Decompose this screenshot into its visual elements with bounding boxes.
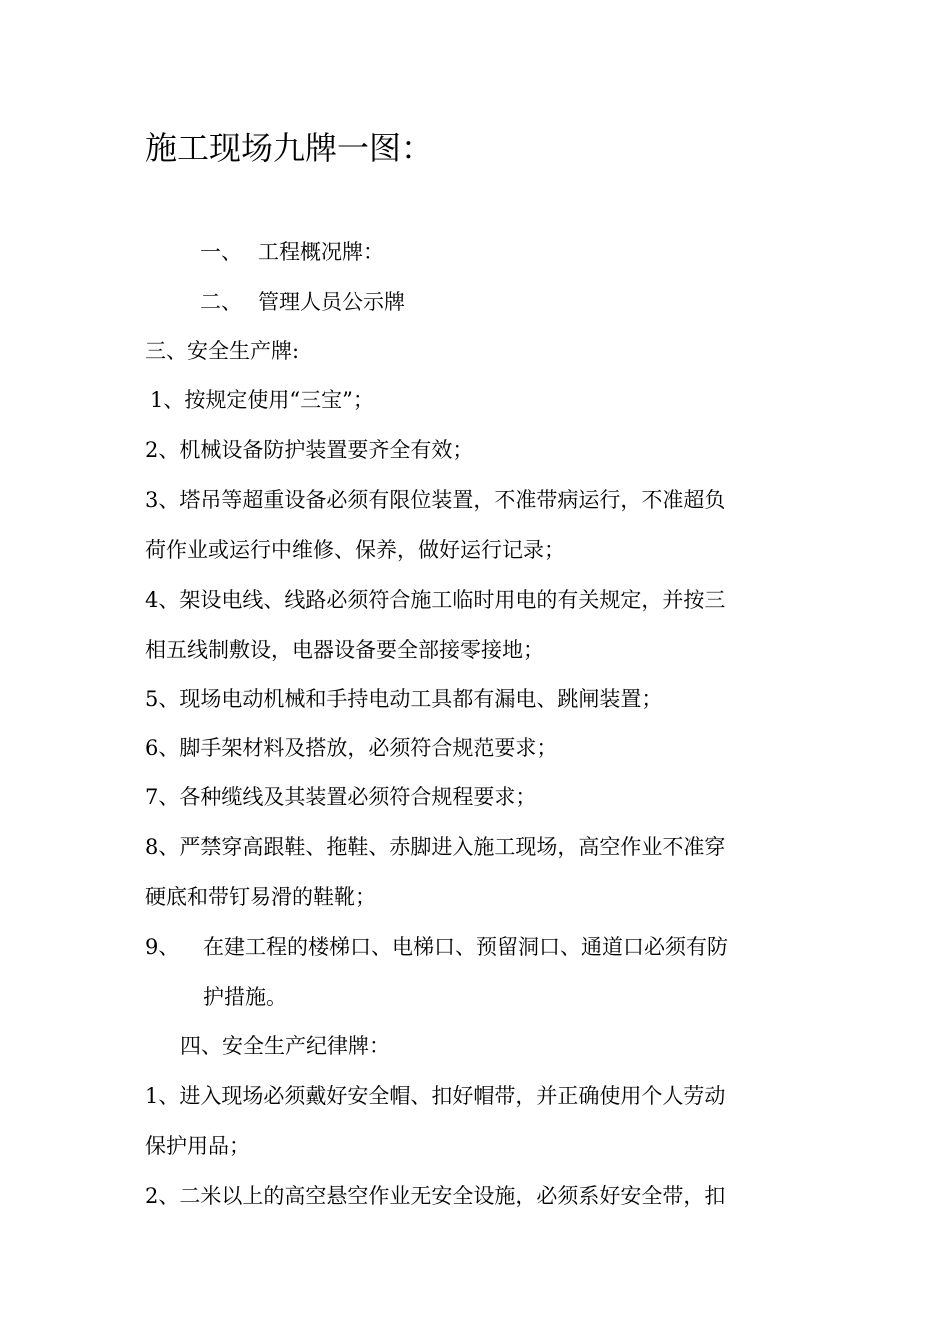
paragraph-line: 4、架设电线、线路必须符合施工临时用电的有关规定，并按三 xyxy=(145,588,726,612)
paragraph-line: 2、二米以上的高空悬空作业无安全设施，必须系好安全带，扣 xyxy=(145,1184,726,1208)
list-marker: 9、 xyxy=(145,935,180,959)
paragraph-line: 1、进入现场必须戴好安全帽、扣好帽带，并正确使用个人劳动 xyxy=(145,1084,726,1108)
section-heading-3: 三、安全生产牌: xyxy=(145,339,300,363)
paragraph-line: 6、脚手架材料及搭放，必须符合规范要求； xyxy=(145,736,558,760)
section-heading-4: 四、安全生产纪律牌： xyxy=(180,1034,390,1058)
paragraph-line: 硬底和带钉易滑的鞋靴； xyxy=(145,885,376,909)
paragraph-line: 7、各种缆线及其装置必须符合规程要求； xyxy=(145,785,537,809)
paragraph-line: 1、按规定使用“三宝”； xyxy=(150,388,374,412)
paragraph-line: 2、机械设备防护装置要齐全有效； xyxy=(145,438,474,462)
list-item-2 xyxy=(200,287,405,317)
list-marker: 二、 xyxy=(200,290,242,314)
list-item-9 xyxy=(145,932,728,962)
paragraph-line: 8、严禁穿高跟鞋、拖鞋、赤脚进入施工现场，高空作业不准穿 xyxy=(145,835,726,859)
list-item-1 xyxy=(200,237,384,267)
paragraph-line: 荷作业或运行中维修、保养，做好运行记录； xyxy=(145,538,565,562)
document-title: 施工现场九牌一图： xyxy=(145,129,434,167)
paragraph-line: 5、现场电动机械和手持电动工具都有漏电、跳闸装置； xyxy=(145,687,663,711)
paragraph-line: 3、塔吊等超重设备必须有限位装置，不准带病运行，不准超负 xyxy=(145,488,726,512)
list-marker: 一、 xyxy=(200,240,242,264)
paragraph-line: 保护用品； xyxy=(145,1134,250,1158)
paragraph-line: 护措施。 xyxy=(203,985,287,1009)
list-item-text: 工程概况牌： xyxy=(258,240,384,264)
list-item-text: 在建工程的楼梯口、电梯口、预留洞口、通道口必须有防 xyxy=(203,935,728,959)
list-item-text: 管理人员公示牌 xyxy=(258,290,405,314)
paragraph-line: 相五线制敷设，电器设备要全部接零接地； xyxy=(145,638,544,662)
